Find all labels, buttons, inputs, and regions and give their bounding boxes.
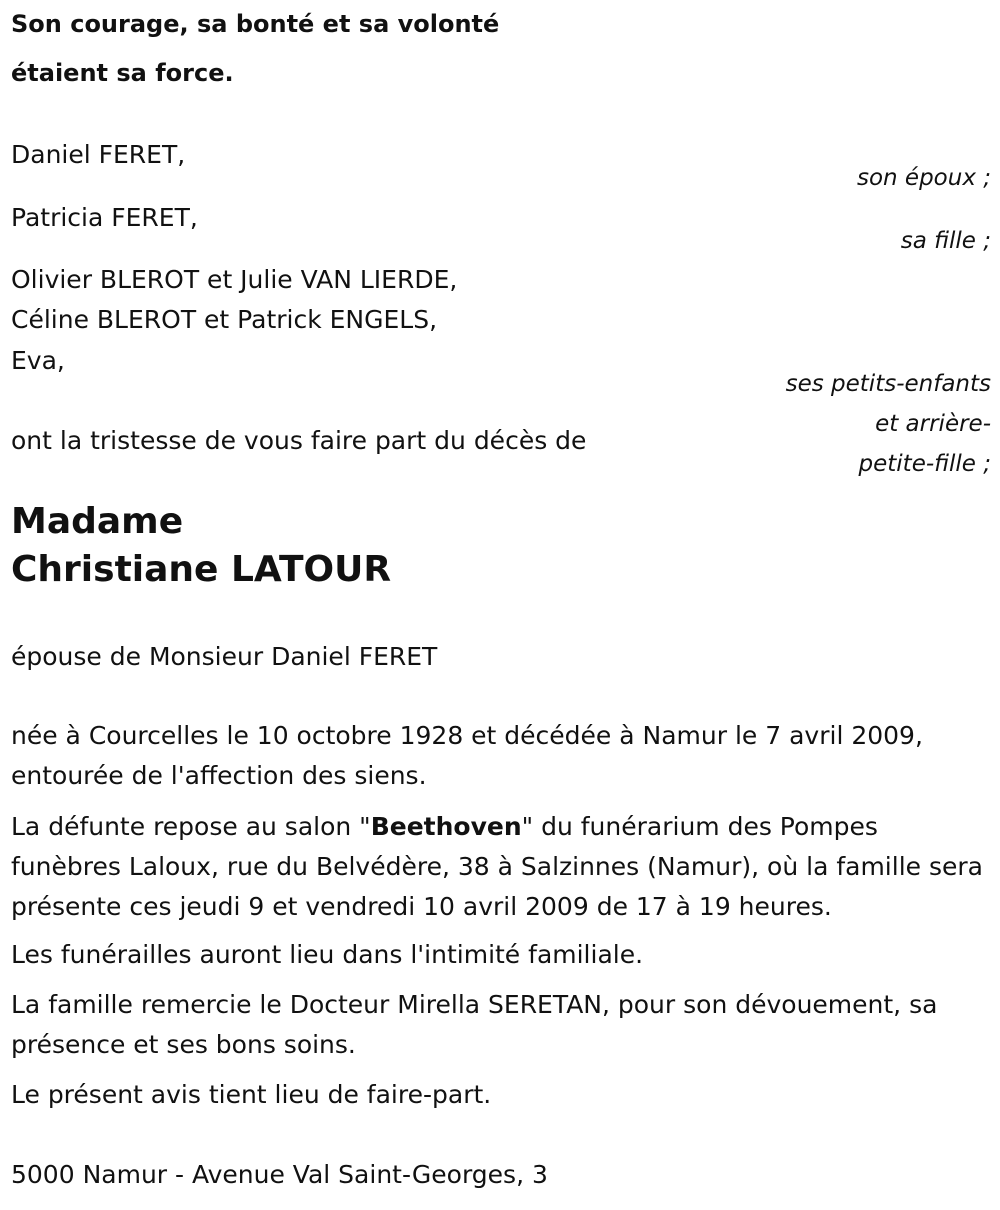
family-name-grandchild-1: Olivier BLEROT et Julie VAN LIERDE, — [11, 265, 458, 294]
viewing-text-after: " du funérarium des Pompes funèbres Laloux, rue du Belvédère, 38 à Salzinnes (Namur), où la famille sera présente ces jeudi 9 et vendredi 10 avril 2009 de 17 à 19 heures. — [11, 812, 983, 921]
epigraph-line-2: étaient sa force. — [11, 59, 234, 87]
family-name-daughter: Patricia FERET, — [11, 203, 198, 232]
family-role-daughter: sa fille ; — [900, 228, 991, 254]
family-role-grandchildren-1: ses petits-enfants — [785, 371, 991, 397]
epigraph-line-1: Son courage, sa bonté et sa volonté — [11, 10, 500, 38]
viewing-salon-name: Beethoven — [370, 812, 522, 841]
family-role-husband: son époux ; — [856, 165, 991, 191]
paragraph-birth-death: née à Courcelles le 10 octobre 1928 et décédée à Namur le 7 avril 2009, entourée de l'affection des siens. — [11, 721, 923, 790]
viewing-text-before: La défunte repose au salon " — [11, 812, 371, 841]
paragraph-funeral: Les funérailles auront lieu dans l'intimité familiale. — [11, 940, 644, 969]
announcement-text: ont la tristesse de vous faire part du décès de — [11, 426, 587, 455]
family-role-grandchildren-3: petite-fille ; — [858, 451, 991, 477]
family-name-great-grandchild: Eva, — [11, 346, 65, 375]
family-role-grandchildren-2: et arrière- — [875, 411, 991, 437]
deceased-spouse: épouse de Monsieur Daniel FERET — [11, 642, 438, 671]
family-name-husband: Daniel FERET, — [11, 140, 186, 169]
family-name-grandchild-2: Céline BLEROT et Patrick ENGELS, — [11, 305, 438, 334]
paragraph-viewing — [11, 807, 986, 927]
paragraph-notice: Le présent avis tient lieu de faire-part. — [11, 1080, 492, 1109]
deceased-title: Madame — [11, 501, 184, 542]
deceased-name: Christiane LATOUR — [11, 549, 392, 590]
address: 5000 Namur - Avenue Val Saint-Georges, 3 — [11, 1160, 548, 1189]
paragraph-thanks: La famille remercie le Docteur Mirella SERETAN, pour son dévouement, sa présence et ses bons soins. — [11, 990, 938, 1059]
